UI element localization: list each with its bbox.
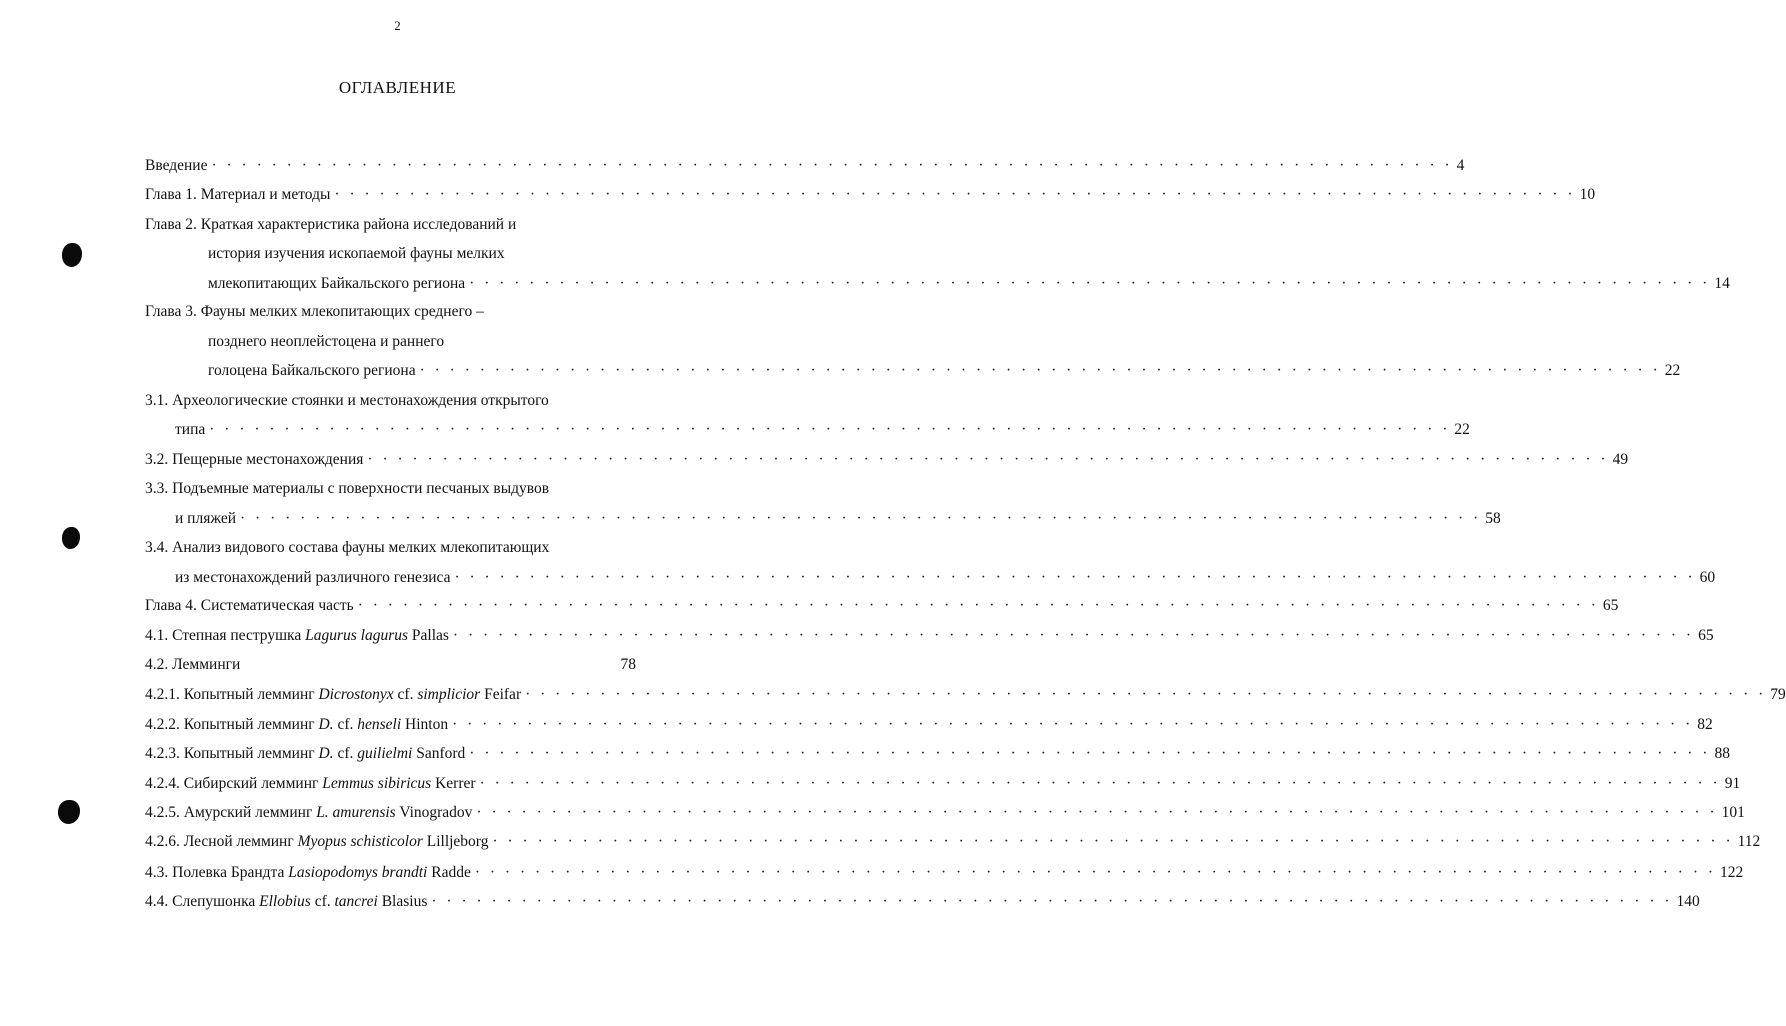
toc-page-number: 65 (1698, 627, 1714, 644)
entry-text: Vinogradov (395, 804, 473, 821)
toc-page-number: 101 (1721, 804, 1745, 821)
page-number: 2 (394, 18, 401, 33)
entry-text: 3.2. Пещерные местонахождения (145, 451, 364, 468)
toc-entry-title (145, 656, 240, 673)
toc-entry (145, 743, 1730, 765)
latin-name: Myopus schisticolor (297, 833, 423, 850)
entry-text: 4.4. Слепушонка (145, 893, 260, 910)
toc-page-number: 4 (1456, 157, 1465, 174)
entry-text: 4.2.4. Сибирский лемминг (145, 775, 323, 792)
dot-leader: · · · · · · · · · · · · · · · · · · · · · · · · · · · · · · · · · · · · · · · · · · · · · · · · · · · · · · · · · · · · · · · · · · · · · · · · · · · · · · · · · · · (211, 157, 1453, 174)
toc-entry (145, 155, 1465, 177)
toc-entry (145, 654, 636, 676)
toc-entry (145, 595, 1619, 617)
entry-text: 4.2.3. Копытный лемминг (145, 745, 319, 762)
dot-leader: · · · · · · · · · · · · · · · · · · · · · · · · · · · · · · · · · · · · · · · · · · · · · · · · · · · · · · · · · · · · · · · · · · · · · · · · · · · · · · · · · · · (431, 893, 1673, 910)
toc-entry (145, 891, 1700, 913)
toc-page-number: 10 (1579, 186, 1596, 203)
toc-page-number: 49 (1612, 451, 1629, 468)
dot-leader: · · · · · · · · · · · · · · · · · · · · · · · · · · · · · · · · · · · · · · · · · · · · · · · · · · · · · · · · · · · · · · · · · · · · · · · · · · · · · · · · · · · (479, 775, 1721, 792)
toc-entry (145, 862, 1744, 884)
dot-leader: · · · · · · · · · · · · · · · · · · · · · · · · · · · · · · · · · · · · · · · · · · · · · · · · · · · · · · · · · · · · · · · · · · · · · · · · · · · · · · · · · · · (474, 864, 1717, 881)
toc-entry-title (175, 567, 450, 589)
toc-page-number: 58 (1485, 510, 1501, 527)
latin-name: L. amurensis (316, 804, 396, 821)
toc-entry-title (175, 419, 205, 441)
toc-entry-title (145, 595, 354, 617)
entry-text: 4.2.2. Копытный лемминг (145, 716, 319, 733)
toc-entry-title (145, 802, 472, 824)
toc-entry (145, 684, 1786, 706)
entry-text: cf. (333, 716, 358, 733)
entry-text: 4.3. Полевка Брандта (145, 864, 289, 881)
entry-text: Lilljeborg (422, 833, 489, 850)
toc-entry (145, 625, 1714, 647)
entry-text: 3.1. Археологические стоянки и местонахождения открытого (145, 392, 549, 409)
dot-leader: · · · · · · · · · · · · · · · · · · · · · · · · · · · · · · · · · · · · · · · · · · · · · · · · · · · · · · · · · · · · · · · · · · · · · · · · · · · · · · · · · · · (452, 716, 1694, 733)
toc-entry (145, 478, 549, 500)
toc-entry-title (145, 743, 465, 765)
toc-entry-title (145, 449, 363, 471)
latin-name: Ellobius (259, 893, 311, 910)
toc-entry (175, 508, 1501, 530)
dot-leader: · · · · · · · · · · · · · · · · · · · · · · · · · · · · · · · · · · · · · · · · · · · · · · · · · · · · · · · · · · · · · · · · · · · · · · · · · · · · · · · · · · · (209, 421, 1451, 438)
latin-name: Lagurus lagurus (305, 627, 409, 644)
toc-entry (208, 243, 505, 265)
entry-text: cf. (310, 893, 335, 910)
toc-entry-title (145, 303, 484, 320)
entry-text: 4.1. Степная пеструшка (145, 627, 306, 644)
entry-text: cf. (393, 686, 418, 703)
latin-name: simplicior (417, 686, 481, 703)
toc-entry (175, 567, 1716, 589)
entry-text: 4.2.6. Лесной лемминг (145, 833, 298, 850)
page-title: ОГЛАВЛЕНИЕ (338, 78, 457, 97)
toc-entry (145, 214, 516, 236)
dot-leader: · · · · · · · · · · · · · · · · · · · · · · · · · · · · · · · · · · · · · · · · · · · · · · · · · · · · · · · · · · · · · · · · · · · · · · · · · · · · · · · · · · · (492, 833, 1734, 850)
entry-text: 3.4. Анализ видового состава фауны мелких млекопитающих (145, 539, 550, 556)
latin-name: tancrei (334, 893, 378, 910)
latin-name: guilielmi (357, 745, 413, 762)
entry-text: Pallas (408, 627, 449, 644)
latin-name: Lemmus sibiricus (322, 775, 432, 792)
toc-entry-title (145, 684, 521, 706)
dot-leader: · · · · · · · · · · · · · · · · · · · · · · · · · · · · · · · · · · · · · · · · · · · · · · · · · · · · · · · · · · · · · · · · · · · · · · · · · · · · · · · · · · · (469, 275, 1711, 292)
dot-leader: · · · · · · · · · · · · · · · · · · · · · · · · · · · · · · · · · · · · · · · · · · · · · · · · · · · · · · · · · · · · · · · · · · · · · · · · · · · · · · · · · · · (357, 597, 1599, 614)
entry-text: Hinton (401, 716, 449, 733)
toc-entry-title (145, 714, 448, 736)
entry-text: млекопитающих Байкальского региона (208, 275, 466, 292)
toc-entry-title (208, 273, 465, 295)
toc-entry (208, 273, 1730, 295)
entry-text: 4.2. Лемминги (145, 656, 241, 673)
entry-text: типа (175, 421, 206, 438)
dot-leader: · · · · · · · · · · · · · · · · · · · · · · · · · · · · · · · · · · · · · · · · · · · · · · · · · · · · · · · · · · · · · · · · · · · · · · · · · · · · · · · · · · · (454, 569, 1696, 586)
entry-text: Kerrer (431, 775, 476, 792)
toc-page-number: 88 (1714, 745, 1730, 762)
toc-entry-title (175, 508, 236, 530)
toc-page-number: 78 (620, 656, 636, 673)
toc-page-number: 22 (1454, 421, 1470, 438)
toc-entry (145, 449, 1629, 471)
entry-text: Глава 3. Фауны мелких млекопитающих среднего – (145, 303, 484, 320)
latin-name: Dicrostonyx (318, 686, 394, 703)
toc-entry (145, 184, 1596, 206)
latin-name: henseli (357, 716, 402, 733)
toc-entry-title (145, 392, 549, 409)
toc-entry (145, 773, 1741, 795)
toc-page-number: 122 (1720, 864, 1744, 881)
toc-page-number: 79 (1770, 686, 1786, 703)
toc-entry-title (208, 333, 444, 350)
dot-leader: · · · · · · · · · · · · · · · · · · · · · · · · · · · · · · · · · · · · · · · · · · · · · · · · · · · · · · · · · · · · · · · · · · · · · · · · · · · · · · · · · · · (367, 451, 1609, 468)
toc-entry-title (145, 216, 516, 233)
toc-entry-title (208, 245, 505, 262)
toc-page-number: 140 (1676, 893, 1700, 910)
latin-name: D. (318, 745, 334, 762)
toc-entry (145, 390, 549, 412)
latin-name: Lasiopodomys brandti (288, 864, 428, 881)
entry-text: Глава 2. Краткая характеристика района исследований и (145, 216, 517, 233)
toc-entry-title (145, 539, 549, 556)
entry-text: история изучения ископаемой фауны мелких (208, 245, 505, 262)
toc-page-number: 91 (1724, 775, 1741, 792)
entry-text: из местонахождений различного генезиса (175, 569, 451, 586)
toc-page-number: 82 (1697, 716, 1713, 733)
latin-name: D. (318, 716, 334, 733)
entry-text: Feifar (480, 686, 522, 703)
entry-text: 4.2.1. Копытный лемминг (145, 686, 319, 703)
dot-leader: · · · · · · · · · · · · · · · · · · · · · · · · · · · · · · · · · · · · · · · · · · · · · · · · · · · · · · · · · · · · · · · · · · · · · · · · · · · · · · · · · · · (240, 510, 1482, 527)
entry-text: Введение (145, 157, 208, 174)
dot-leader: · · · · · · · · · · · · · · · · · · · · · · · · · · · · · · · · · · · · · · · · · · · · · · · · · · · · · · · · · · · · · · · · · · · · · · · · · · · · · · · · · · · (469, 745, 1711, 762)
entry-text: голоцена Байкальского региона (208, 362, 416, 379)
toc-entry-title (208, 360, 416, 382)
toc-entry (145, 802, 1745, 824)
dot-leader: · · · · · · · · · · · · · · · · · · · · · · · · · · · · · · · · · · · · · · · · · · · · · · · · · · · · · · · · · · · · · · · · · · · · · · · · · · · · · · · · · · · (525, 686, 1767, 703)
entry-text: Глава 1. Материал и методы (145, 186, 331, 203)
toc-entry-title (145, 773, 476, 795)
entry-text: позднего неоплейстоцена и раннего (208, 333, 445, 350)
entry-text: cf. (333, 745, 358, 762)
toc-entry-title (145, 891, 427, 913)
toc-entry (145, 537, 549, 559)
entry-text: Sanford (412, 745, 466, 762)
toc-page-number: 112 (1737, 833, 1761, 850)
toc-entry (208, 360, 1681, 382)
entry-text: Radde (427, 864, 471, 881)
entry-text: 4.2.5. Амурский лемминг (145, 804, 317, 821)
dot-leader: · · · · · · · · · · · · · · · · · · · · · · · · · · · · · · · · · · · · · · · · · · · · · · · · · · · · · · · · · · · · · · · · · · · · · · · · · · · · · · · · · · · (476, 804, 1718, 821)
toc-page-number: 14 (1714, 275, 1730, 292)
toc-entry (175, 419, 1470, 441)
dot-leader: · · · · · · · · · · · · · · · · · · · · · · · · · · · · · · · · · · · · · · · · · · · · · · · · · · · · · · · · · · · · · · · · · · · · · · · · · · · · · · · · · · · (419, 362, 1661, 379)
toc-entry-title (145, 862, 471, 884)
dot-leader: · · · · · · · · · · · · · · · · · · · · · · · · · · · · · · · · · · · · · · · · · · · · · · · · · · · · · · · · · · · · · · · · · · · · · · · · · · · · · · · · · · · (334, 186, 1576, 203)
toc-page-number: 60 (1699, 569, 1716, 586)
toc-entry-title (145, 155, 207, 177)
toc-entry (208, 331, 444, 353)
toc-entry-title (145, 184, 330, 206)
toc-entry-title (145, 625, 449, 647)
toc-entry (145, 714, 1713, 736)
toc-entry-title (145, 831, 488, 853)
toc-page-number: 65 (1602, 597, 1619, 614)
toc-entry-title (145, 480, 549, 497)
entry-text: Blasius (377, 893, 428, 910)
dot-leader: · · · · · · · · · · · · · · · · · · · · · · · · · · · · · · · · · · · · · · · · · · · · · · · · · · · · · · · · · · · · · · · · · · · · · · · · · · · · · · · · · · · (452, 627, 1695, 644)
entry-text: Глава 4. Систематическая часть (145, 597, 354, 614)
entry-text: 3.3. Подъемные материалы с поверхности песчаных выдувов (145, 480, 550, 497)
toc-entry (145, 831, 1761, 853)
toc-entry (145, 301, 484, 323)
entry-text: и пляжей (175, 510, 237, 527)
toc-page-number: 22 (1664, 362, 1681, 379)
